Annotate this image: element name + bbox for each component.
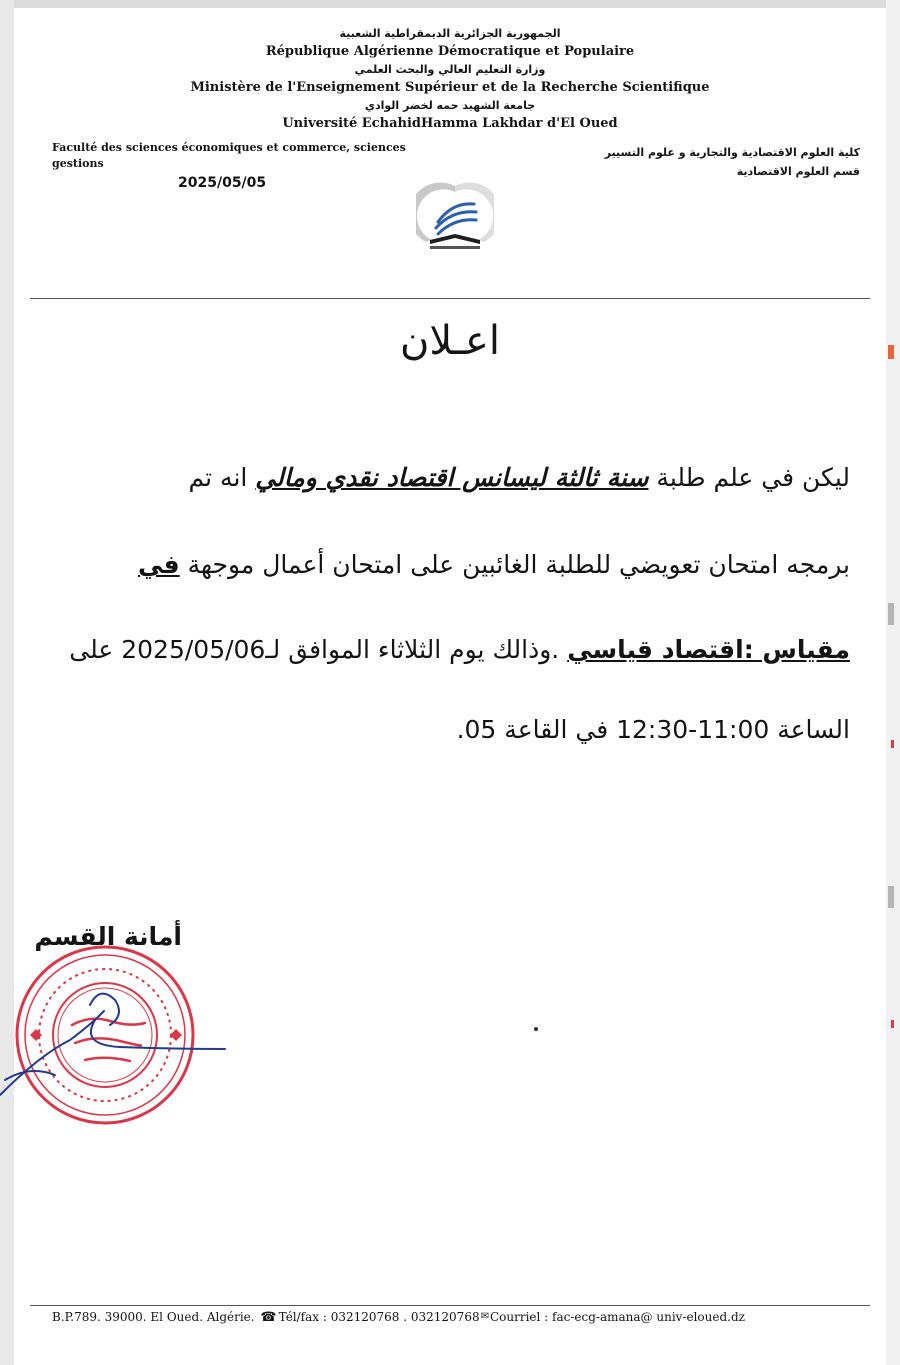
document-date: 2025/05/05 <box>178 175 267 191</box>
announcement-line-3 <box>40 630 850 670</box>
header-divider <box>30 298 870 299</box>
exam-date-text: .وذالك يوم الثلاثاء الموافق لـ2025/05/06 على <box>69 635 568 664</box>
page-left-margin <box>0 0 14 1365</box>
announcement-line-1 <box>40 458 850 498</box>
mail-icon: ✉ <box>480 1311 489 1322</box>
announcement-title: اعـلان <box>400 318 500 364</box>
class-group: سنة ثالثة ليسانس اقتصاد نقدي ومالي <box>255 463 649 492</box>
footer-divider <box>30 1305 870 1306</box>
faculty-french-line1: Faculté des sciences économiques et commerce, sciences <box>52 141 406 154</box>
phone-icon: ☎ <box>260 1310 277 1325</box>
signature-title: أمانة القسم <box>34 922 182 951</box>
announcement-line-2 <box>40 545 850 585</box>
republic-arabic: الجمهورية الجزائرية الديمقراطية الشعبية <box>339 27 561 40</box>
university-french: Université EchahidHamma Lakhdar d'El Oued <box>282 116 618 131</box>
faculty-arabic-line1: كلية العلوم الاقتصادية والتجارية و علوم التسيير <box>604 146 860 159</box>
footer <box>52 1310 882 1325</box>
margin-mark-gray-2 <box>888 886 894 908</box>
department-stamp-icon <box>0 945 230 1130</box>
faculty-french-line2: gestions <box>52 157 104 170</box>
margin-mark-red <box>891 740 894 748</box>
line2-emphasis: في <box>137 550 180 579</box>
footer-email: Courriel : fac-ecg-amana@ univ-eloued.dz <box>489 1310 745 1324</box>
faculty-arabic <box>500 143 860 181</box>
letterhead <box>150 25 750 133</box>
line1-intro: ليكن في علم طلبة <box>648 463 850 492</box>
republic-french: République Algérienne Démocratique et Populaire <box>265 44 635 59</box>
subject-name: مقياس :اقتصاد قياسي <box>567 635 850 664</box>
ministry-arabic: وزارة التعليم العالي والبحث العلمي <box>354 63 546 76</box>
margin-mark-gray <box>888 603 894 625</box>
department-arabic: قسم العلوم الاقتصادية <box>736 165 860 178</box>
university-logo-icon <box>416 182 494 252</box>
page-top-edge <box>0 0 900 8</box>
line2-text: برمجه امتحان تعويضي للطلبة الغائبين على امتحان أعمال موجهة <box>179 550 850 579</box>
faculty-french <box>52 140 412 172</box>
footer-telephone: Tél/fax : 032120768 . 032120768 <box>278 1310 480 1324</box>
ministry-french: Ministère de l'Enseignement Supérieur et de la Recherche Scientifique <box>190 80 710 95</box>
ink-dot <box>534 1027 538 1031</box>
footer-address: B.P.789. 39000. El Oued. Algérie. <box>52 1310 255 1324</box>
margin-mark-orange <box>888 345 894 359</box>
university-arabic: جامعة الشهيد حمه لخضر الوادي <box>364 99 536 112</box>
announcement-line-4: الساعة 11:00-12:30 في القاعة 05. <box>456 715 850 744</box>
page-right-margin <box>886 0 900 1365</box>
line1-end: انه تم <box>188 463 256 492</box>
margin-mark-red-2 <box>891 1020 894 1028</box>
